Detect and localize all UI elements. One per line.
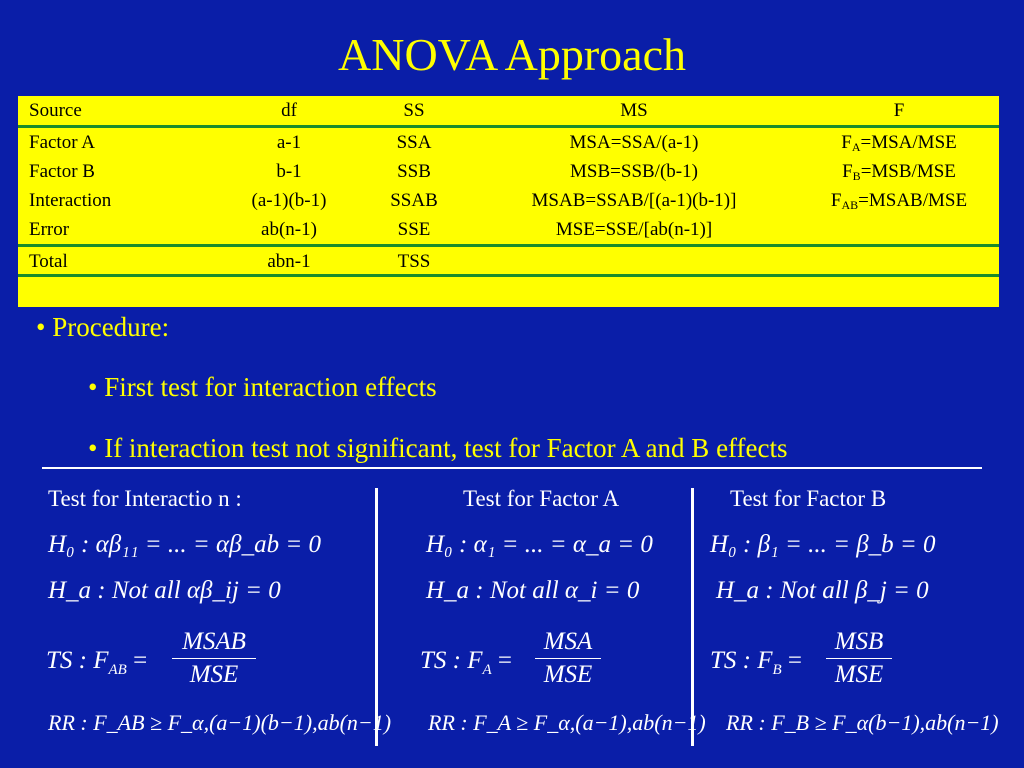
row-ss: SSA [396,132,432,153]
factor-b-numerator: MSB [834,628,884,655]
row-f: $F_A=MSA$/MSE [841,132,957,154]
row-ss: SSE [397,219,431,240]
factor-b-ha: H_a : Not all β_j = 0 [716,577,929,604]
row-ms: MSE=SSE/[ab(n-1)] [555,219,713,240]
bullet-second-test: • If interaction test not significant, test for Factor A and B effects [88,433,788,463]
table-row [18,215,999,244]
total-source: Total [29,251,68,272]
row-source: Error [29,219,70,240]
total-df: abn-1 [267,251,311,272]
bullet-procedure: • Procedure: [36,312,170,342]
table-row [18,186,999,215]
row-df: ab(n-1) [261,219,317,240]
section-divider [42,467,982,469]
factor-b-fraction [826,626,892,691]
factor-b-ts: TS : $F_B$ = [710,647,803,678]
header-ms: MS [620,100,648,121]
interaction-ha: H_a : Not all αβ_ij = 0 [48,577,281,604]
interaction-denominator: MSE [172,658,256,691]
factor-b-rr: RR : F_B ≥ F_α(b−1),ab(n−1) [726,710,999,735]
table-total-row [18,247,999,276]
row-f: $F_{AB}=MSAB$/MSE [830,190,968,212]
row-ms: MSAB=SSAB/[(a-1)(b-1)] [531,190,737,211]
interaction-h0: H₀ : αβ₁₁ = ... = αβ_ab = 0 [48,531,321,558]
row-df: b-1 [276,161,302,182]
interaction-ts: TS : $F_{AB}$ = [46,647,148,678]
row-source: Factor A [29,132,95,153]
interaction-rr: RR : F_AB ≥ F_α,(a−1)(b−1),ab(n−1) [48,710,392,735]
row-ss: SSB [397,161,431,182]
row-f: $F_B=MSB$/MSE [842,161,956,183]
anova-table [18,96,999,307]
row-df: a-1 [276,132,302,153]
header-df: df [281,100,297,121]
factor-b-denominator: MSE [826,658,892,691]
factor-a-rr: RR : F_A ≥ F_α,(a−1),ab(n−1) [428,710,706,735]
factor-a-heading: Test for Factor A [463,486,620,511]
row-source: Factor B [29,161,95,182]
interaction-numerator: MSAB [182,628,246,655]
row-ms: MSB=SSB/(b-1) [570,161,698,182]
factor-b-h0: H₀ : β₁ = ... = β_b = 0 [710,531,936,558]
slide-title: ANOVA Approach [338,29,686,80]
row-ss: SSAB [390,190,438,211]
factor-a-ts: TS : $F_A$ = [420,647,513,678]
row-df: (a-1)(b-1) [251,190,327,211]
header-f: F [893,100,905,121]
table-row [18,128,999,157]
row-source: Interaction [29,190,112,211]
factor-a-fraction [535,626,601,691]
factor-a-denominator: MSE [535,658,601,691]
interaction-fraction [172,626,256,691]
header-source: Source [29,100,82,121]
row-ms: MSA=SSA/(a-1) [569,132,699,153]
header-ss: SS [403,100,425,121]
total-ss: TSS [397,251,431,272]
factor-a-ha: H_a : Not all α_i = 0 [426,577,640,604]
interaction-heading: Test for Interactio n : [48,486,242,511]
table-rule [18,274,999,277]
factor-b-heading: Test for Factor B [730,486,887,511]
factor-a-numerator: MSA [543,628,593,655]
table-header-row [18,96,999,125]
bullet-first-test: • First test for interaction effects [88,372,437,402]
table-row [18,157,999,186]
factor-a-h0: H₀ : α₁ = ... = α_a = 0 [426,531,653,558]
